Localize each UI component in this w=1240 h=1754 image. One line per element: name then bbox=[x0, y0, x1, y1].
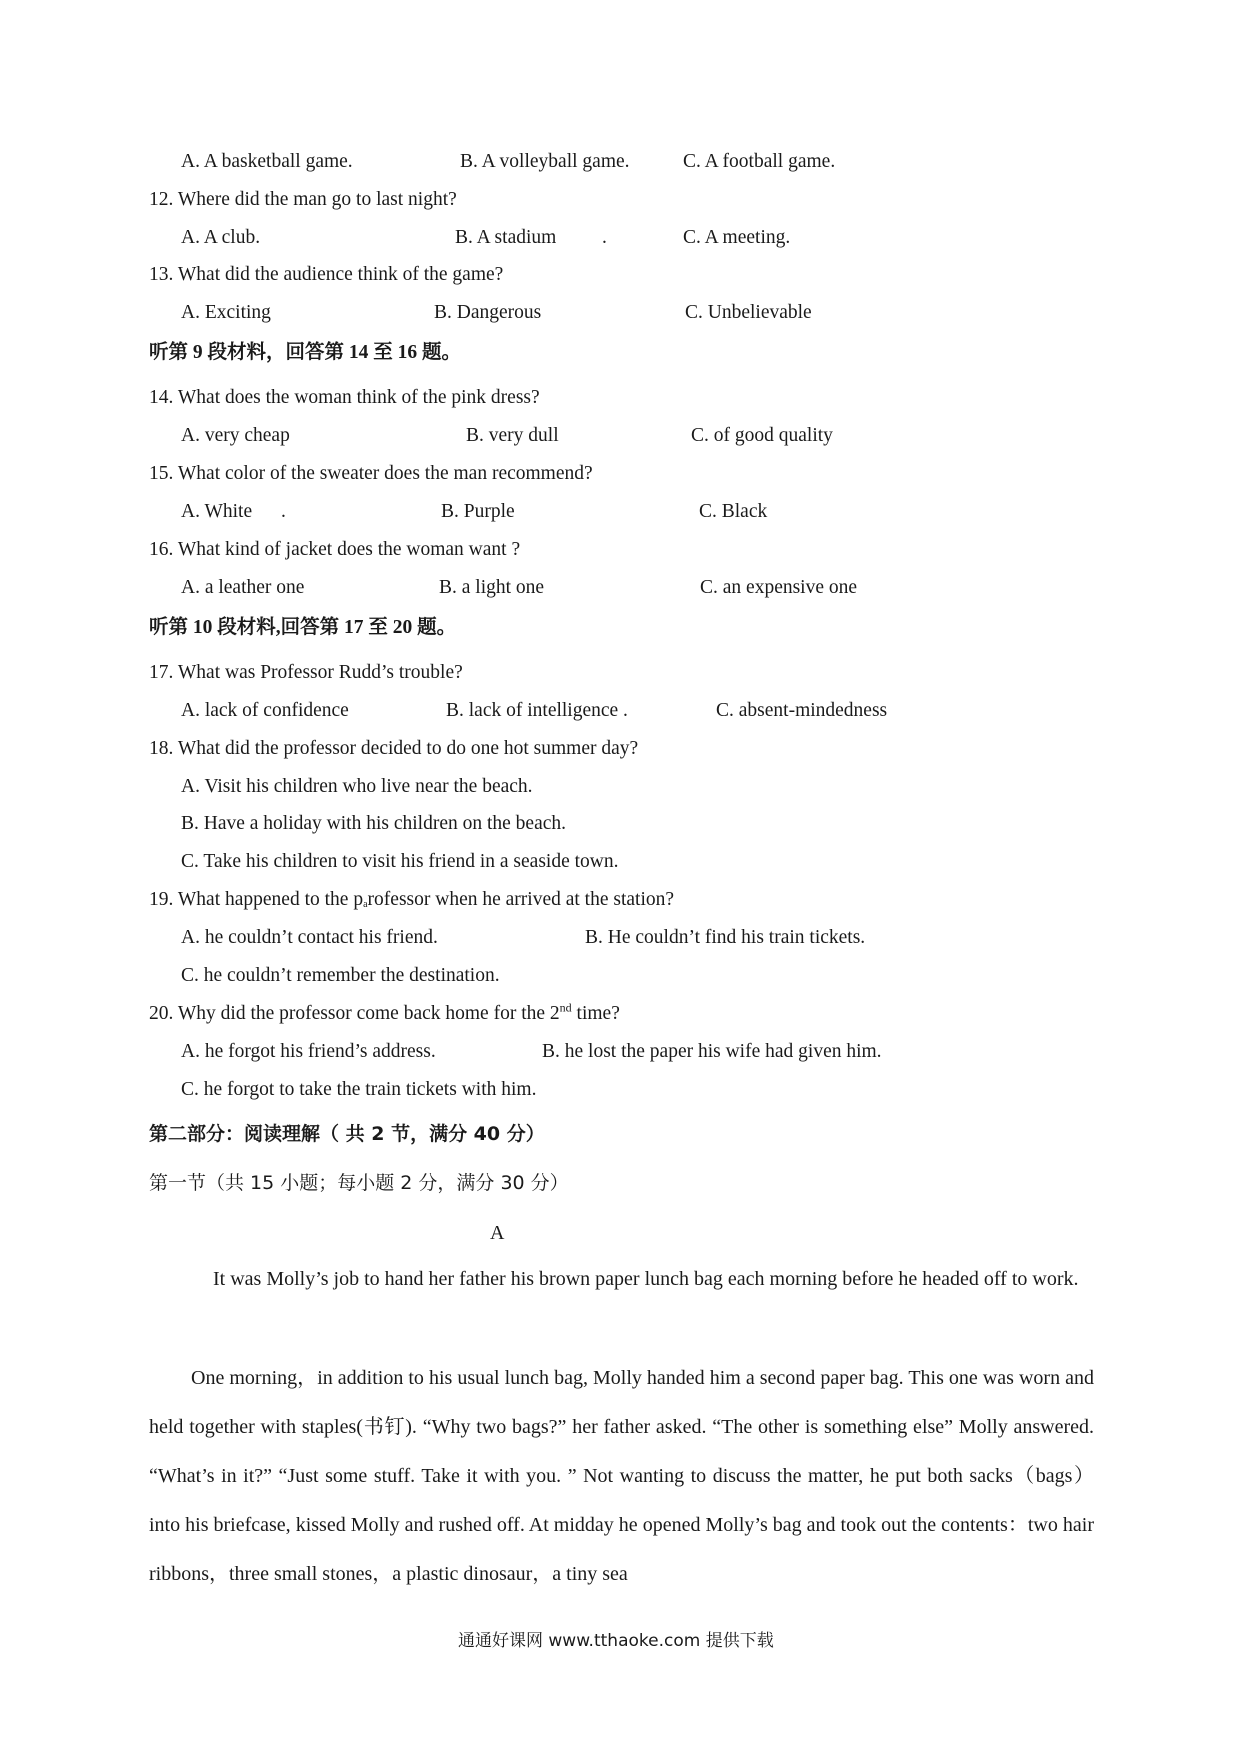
q14-option-b: B. very dull bbox=[466, 425, 559, 446]
q16-stem: 16. What kind of jacket does the woman want ? bbox=[149, 539, 521, 560]
q12-option-b: B. A stadium bbox=[455, 227, 557, 248]
q13-stem: 13. What did the audience think of the game? bbox=[149, 264, 504, 285]
q19-stem-start: 19. What happened to the p bbox=[149, 889, 364, 910]
q15-option-a: A. White bbox=[181, 501, 253, 522]
q15-stem: 15. What color of the sweater does the man recommend? bbox=[149, 463, 593, 484]
q19-option-b: B. He couldn’t find his train tickets. bbox=[585, 927, 866, 948]
q18-stem: 18. What did the professor decided to do one hot summer day? bbox=[149, 738, 639, 759]
q12-stem: 12. Where did the man go to last night? bbox=[149, 189, 457, 210]
q19-stem bbox=[149, 890, 674, 910]
q20-stem-superscript: nd bbox=[559, 1000, 572, 1015]
q12-option-a: A. A club. bbox=[181, 227, 261, 248]
passage-paragraph-1: It was Molly’s job to hand her father his brown paper lunch bag each morning before he headed off to work. bbox=[213, 1268, 1079, 1290]
q14-option-a: A. very cheap bbox=[181, 425, 290, 446]
q13-option-b: B. Dangerous bbox=[434, 302, 542, 323]
q11-option-c: C. A football game. bbox=[683, 151, 836, 172]
q17-option-a: A. lack of confidence bbox=[181, 700, 349, 721]
q20-option-c: C. he forgot to take the train tickets with him. bbox=[181, 1079, 537, 1100]
q20-option-a: A. he forgot his friend’s address. bbox=[181, 1041, 436, 1062]
q19-option-c: C. he couldn’t remember the destination. bbox=[181, 965, 500, 986]
q15-option-b: B. Purple bbox=[441, 501, 515, 522]
page-footer: 通通好课网 www.tthaoke.com 提供下载 bbox=[458, 1631, 774, 1651]
passage-paragraph-2: One morning，in addition to his usual lunch bag, Molly handed him a second paper bag. This one was worn and held together with staples(书钉). “Why two bags?” her father asked. “The other is something else” Molly answered. “What’s in it?” “Just some stuff. Take it with you. ” Not wanting to discuss the matter, he put both sacks（bags） into his briefcase, kissed Molly and rushed off. At midday he opened Molly’s bag and took out the contents：two hair ribbons，three small stones，a plastic dinosaur，a tiny sea bbox=[149, 1367, 1094, 1585]
q20-option-b: B. he lost the paper his wife had given him. bbox=[542, 1041, 882, 1062]
q13-option-c: C. Unbelievable bbox=[685, 302, 812, 323]
q17-option-c: C. absent-mindedness bbox=[716, 700, 888, 721]
part2-title: 第二部分：阅读理解（ 共 2 节，满分 40 分） bbox=[149, 1123, 545, 1145]
q14-option-c: C. of good quality bbox=[691, 425, 833, 446]
q12-option-b-dot: . bbox=[602, 227, 607, 248]
q16-option-b: B. a light one bbox=[439, 577, 545, 598]
q20-stem-start: 20. Why did the professor come back home for the 2 bbox=[149, 1003, 560, 1024]
q20-stem bbox=[149, 1000, 620, 1024]
q15-option-a-dot: . bbox=[281, 501, 286, 522]
q16-option-a: A. a leather one bbox=[181, 577, 305, 598]
q12-option-c: C. A meeting. bbox=[683, 227, 791, 248]
q18-option-c: C. Take his children to visit his friend in a seaside town. bbox=[181, 851, 619, 872]
part2-section1-heading: 第一节（共 15 小题；每小题 2 分，满分 30 分） bbox=[149, 1172, 569, 1194]
q16-option-c: C. an expensive one bbox=[700, 577, 858, 598]
listening-heading-10: 听第 10 段材料,回答第 17 至 20 题。 bbox=[149, 617, 457, 638]
q19-option-a: A. he couldn’t contact his friend. bbox=[181, 927, 438, 948]
q11-option-a: A. A basketball game. bbox=[181, 151, 353, 172]
q18-option-a: A. Visit his children who live near the beach. bbox=[181, 776, 533, 797]
q20-stem-end: time? bbox=[571, 1003, 620, 1024]
q15-option-c: C. Black bbox=[699, 501, 768, 522]
q14-stem: 14. What does the woman think of the pink dress? bbox=[149, 387, 540, 408]
q19-stem-end: rofessor when he arrived at the station? bbox=[367, 889, 675, 910]
q17-stem: 17. What was Professor Rudd’s trouble? bbox=[149, 662, 463, 683]
passage-letter: A bbox=[490, 1222, 505, 1244]
q17-option-b: B. lack of intelligence . bbox=[446, 700, 628, 721]
q19-stem-mark: a bbox=[363, 899, 368, 910]
q11-option-b: B. A volleyball game. bbox=[460, 151, 630, 172]
q13-option-a: A. Exciting bbox=[181, 302, 271, 323]
q18-option-b: B. Have a holiday with his children on the beach. bbox=[181, 813, 567, 834]
listening-heading-9: 听第 9 段材料，回答第 14 至 16 题。 bbox=[149, 342, 462, 363]
